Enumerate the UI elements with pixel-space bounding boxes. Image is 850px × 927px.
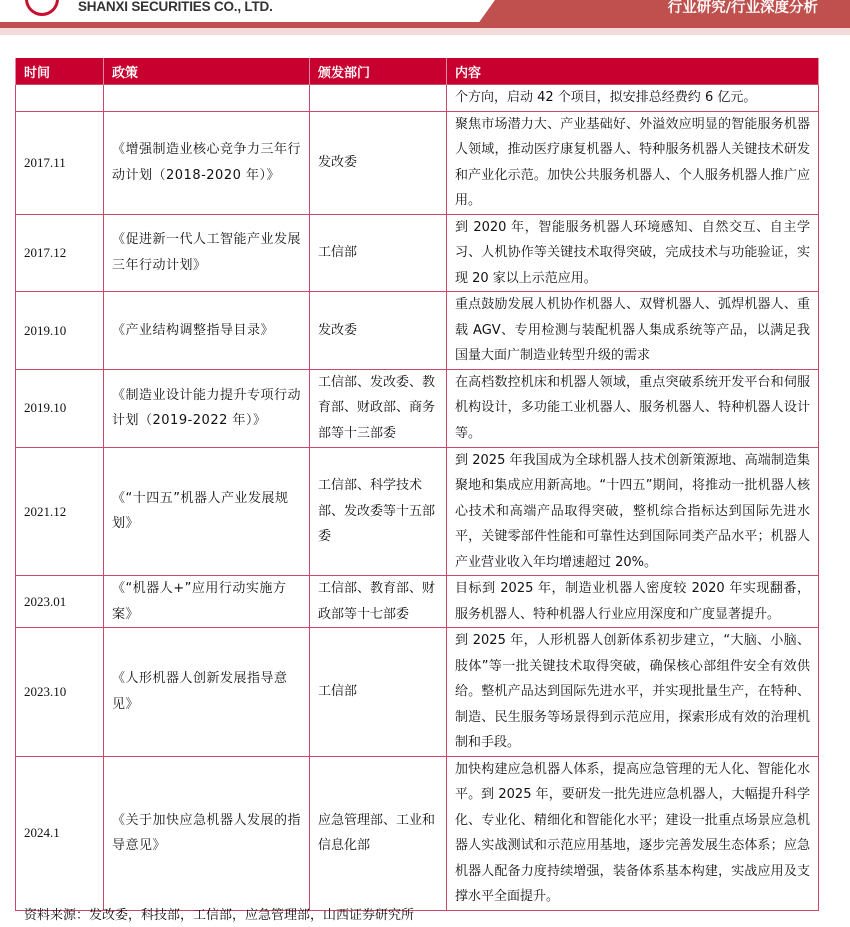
table-row	[16, 756, 819, 910]
column-header-policy: 政策	[104, 58, 310, 85]
cell-time: 2019.10	[16, 369, 104, 447]
header-light-band	[0, 28, 850, 35]
cell-dept: 应急管理部、工业和信息化部	[310, 756, 447, 910]
cell-policy: 《增强制造业核心竞争力三年行动计划（2018-2020 年）》	[104, 111, 310, 214]
cell-policy: 《关于加快应急机器人发展的指导意见》	[104, 756, 310, 910]
cell-policy: 《人形机器人创新发展指导意见》	[104, 628, 310, 757]
cell-time	[16, 85, 104, 112]
company-logo-icon	[25, 0, 59, 16]
table-row	[16, 292, 819, 370]
company-name: SHANXI SECURITIES CO., LTD.	[78, 0, 273, 14]
cell-policy	[104, 85, 310, 112]
cell-content: 加快构建应急机器人体系，提高应急管理的无人化、智能化水平。到 2025 年，要研发一批先进应急机器人，大幅提升科学化、专业化、精细化和智能化水平；建设一批重点场景应急机器人实战测试和示范应用基地，逐步完善发展生态体系；应急机器人配备力度持续增强，装备体系基本构建，实战应用及支撑水平全面提升。	[447, 756, 819, 910]
table-row	[16, 447, 819, 576]
cell-policy: 《制造业设计能力提升专项行动计划（2019-2022 年）》	[104, 369, 310, 447]
cell-content: 到 2025 年我国成为全球机器人技术创新策源地、高端制造集聚地和集成应用新高地。“十四五”期间，将推动一批机器人核心技术和高端产品取得突破，整机综合指标达到国际先进水平，关键零部件性能和可靠性达到国际同类产品水平；机器人产业营业收入年均增速超过 20%。	[447, 447, 819, 576]
cell-content: 到 2025 年，人形机器人创新体系初步建立，“大脑、小脑、肢体”等一批关键技术取得突破，确保核心部组件安全有效供给。整机产品达到国际先进水平，并实现批量生产，在特种、制造、民生服务等场景得到示范应用，探索形成有效的治理机制和手段。	[447, 628, 819, 757]
column-header-dept: 颁发部门	[310, 58, 447, 85]
cell-policy: 《“机器人+”应用行动实施方案》	[104, 576, 310, 628]
cell-content: 目标到 2025 年，制造业机器人密度较 2020 年实现翻番，服务机器人、特种机器人行业应用深度和广度显著提升。	[447, 576, 819, 628]
column-header-content: 内容	[447, 58, 819, 85]
table-row	[16, 628, 819, 757]
cell-dept: 工信部、发改委、教育部、财政部、商务部等十三部委	[310, 369, 447, 447]
table-row	[16, 576, 819, 628]
table-row	[16, 214, 819, 292]
cell-dept: 工信部	[310, 628, 447, 757]
cell-policy: 《产业结构调整指导目录》	[104, 292, 310, 370]
cell-time: 2017.11	[16, 111, 104, 214]
cell-dept: 发改委	[310, 111, 447, 214]
policy-table	[15, 58, 819, 911]
cell-dept: 工信部	[310, 214, 447, 292]
cell-policy: 《“十四五”机器人产业发展规划》	[104, 447, 310, 576]
cell-content: 重点鼓励发展人机协作机器人、双臂机器人、弧焊机器人、重载 AGV、专用检测与装配机器人集成系统等产品，以满足我国量大面广制造业转型升级的需求	[447, 292, 819, 370]
cell-content: 聚焦市场潜力大、产业基础好、外溢效应明显的智能服务机器人领域，推动医疗康复机器人、特种服务机器人关键技术研发和产业化示范。加快公共服务机器人、个人服务机器人推广应用。	[447, 111, 819, 214]
source-note: 资料来源：发改委，科技部，工信部，应急管理部，山西证券研究所	[24, 908, 415, 923]
cell-dept: 工信部、教育部、财政部等十七部委	[310, 576, 447, 628]
cell-time: 2023.10	[16, 628, 104, 757]
cell-dept: 工信部、科学技术部、发改委等十五部委	[310, 447, 447, 576]
cell-time: 2017.12	[16, 214, 104, 292]
cell-time: 2023.01	[16, 576, 104, 628]
cell-content: 到 2020 年，智能服务机器人环境感知、自然交互、自主学习、人机协作等关键技术取得突破，完成技术与功能验证，实现 20 家以上示范应用。	[447, 214, 819, 292]
table-header-row	[16, 58, 819, 85]
column-header-time: 时间	[16, 58, 104, 85]
table-row	[16, 369, 819, 447]
cell-content: 在高档数控机床和机器人领域，重点突破系统开发平台和伺服机构设计，多功能工业机器人、服务机器人、特种机器人设计等。	[447, 369, 819, 447]
table-row	[16, 85, 819, 112]
cell-dept: 发改委	[310, 292, 447, 370]
cell-content: 个方向，启动 42 个项目，拟安排总经费约 6 亿元。	[447, 85, 819, 112]
section-title: 行业研究/行业深度分析	[667, 0, 818, 16]
cell-time: 2024.1	[16, 756, 104, 910]
table-row	[16, 111, 819, 214]
cell-policy: 《促进新一代人工智能产业发展三年行动计划》	[104, 214, 310, 292]
page-header	[0, 0, 850, 36]
cell-time: 2021.12	[16, 447, 104, 576]
cell-dept	[310, 85, 447, 112]
cell-time: 2019.10	[16, 292, 104, 370]
